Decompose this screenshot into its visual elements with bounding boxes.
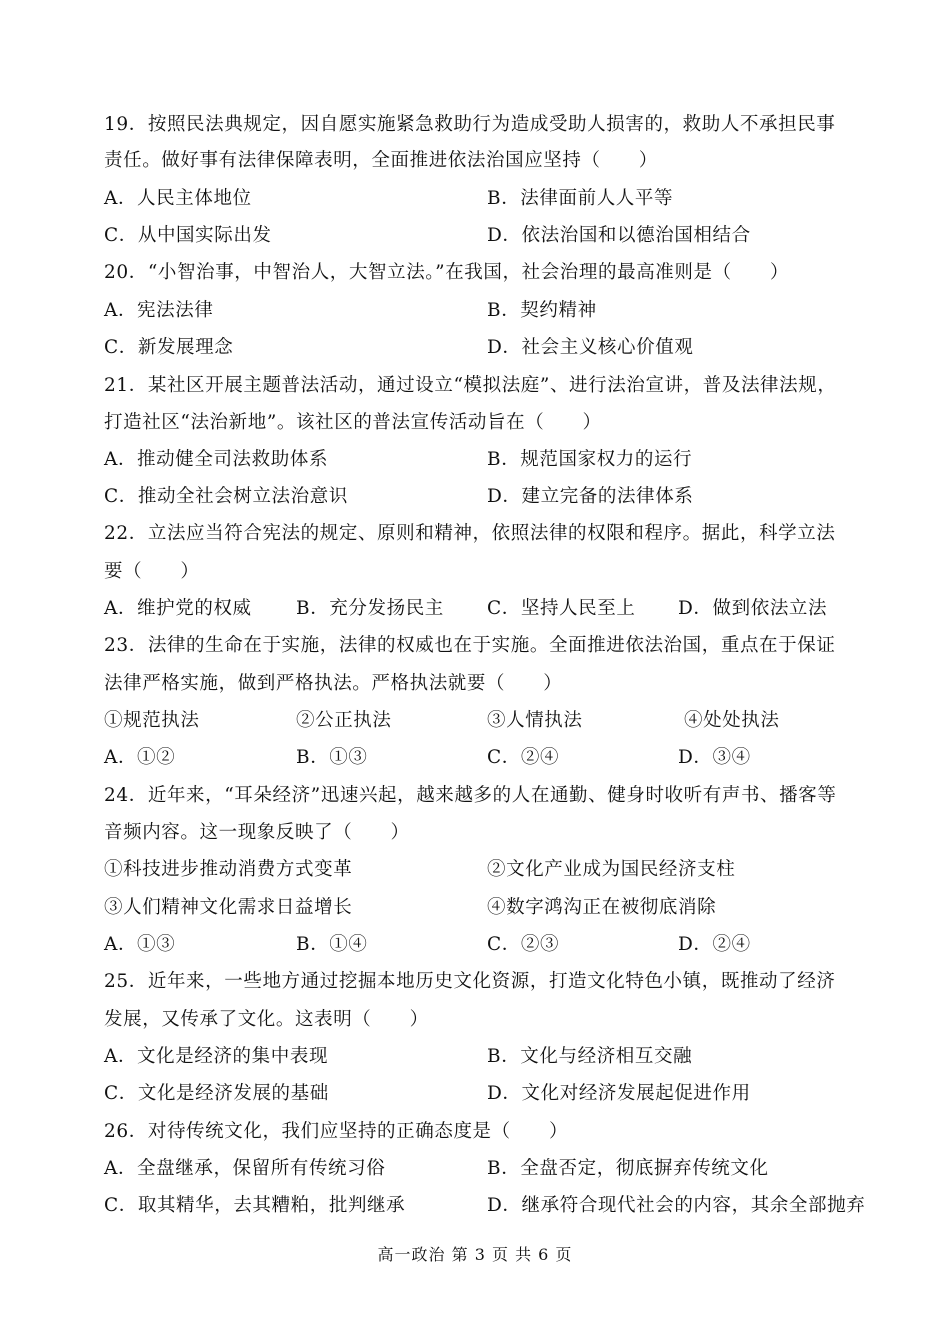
q23-option-a: A．①② xyxy=(104,747,176,768)
q22-option-b: B．充分发扬民主 xyxy=(296,598,444,619)
q25-option-c: C．文化是经济发展的基础 xyxy=(104,1083,329,1104)
q21-option-b: B．规范国家权力的运行 xyxy=(487,449,693,470)
q26-option-c: C．取其精华，去其糟粕，批判继承 xyxy=(104,1195,406,1216)
q26-option-b: B．全盘否定，彻底摒弃传统文化 xyxy=(487,1158,769,1179)
q21-option-a: A．推动健全司法救助体系 xyxy=(104,449,329,470)
q24-item-3: ③人们精神文化需求日益增长 xyxy=(104,897,353,918)
q21-option-d: D．建立完备的法律体系 xyxy=(487,486,694,507)
q24-item-2: ②文化产业成为国民经济支柱 xyxy=(487,859,736,880)
q19-stem-line2: 责任。做好事有法律保障表明，全面推进依法治国应坚持（ ） xyxy=(104,150,658,171)
q23-option-d: D．③④ xyxy=(678,747,751,768)
q24-item-1: ①科技进步推动消费方式变革 xyxy=(104,859,353,880)
q26-option-a: A．全盘继承，保留所有传统习俗 xyxy=(104,1158,386,1179)
q25-option-a: A．文化是经济的集中表现 xyxy=(104,1046,329,1067)
q19-option-a: A．人民主体地位 xyxy=(104,188,252,209)
q26-stem-line1: 26．对待传统文化，我们应坚持的正确态度是（ ） xyxy=(104,1121,569,1142)
q23-item-2: ②公正执法 xyxy=(296,710,392,731)
q25-option-d: D．文化对经济发展起促进作用 xyxy=(487,1083,751,1104)
q26-option-d: D．继承符合现代社会的内容，其余全部抛弃 xyxy=(487,1195,866,1216)
q20-stem-line1: 20．“小智治事，中智治人，大智立法。”在我国，社会治理的最高准则是（ ） xyxy=(104,262,790,283)
q20-option-a: A．宪法法律 xyxy=(104,300,214,321)
q24-option-c: C．②③ xyxy=(487,934,560,955)
page-footer: 高一政治 第 3 页 共 6 页 xyxy=(377,1245,573,1264)
q23-stem-line1: 23．法律的生命在于实施，法律的权威也在于实施。全面推进依法治国，重点在于保证 xyxy=(104,635,836,656)
q23-item-4: ④处处执法 xyxy=(684,710,780,731)
q20-option-b: B．契约精神 xyxy=(487,300,597,321)
q19-option-b: B．法律面前人人平等 xyxy=(487,188,674,209)
q23-item-1: ①规范执法 xyxy=(104,710,200,731)
q22-stem-line1: 22．立法应当符合宪法的规定、原则和精神，依照法律的权限和程序。据此，科学立法 xyxy=(104,523,836,544)
q21-stem-line2: 打造社区“法治新地”。该社区的普法宣传活动旨在（ ） xyxy=(104,412,602,433)
q25-stem-line2: 发展，又传承了文化。这表明（ ） xyxy=(104,1009,429,1030)
q24-option-d: D．②④ xyxy=(678,934,751,955)
q22-stem-line2: 要（ ） xyxy=(104,561,200,582)
q19-option-d: D．依法治国和以德治国相结合 xyxy=(487,225,751,246)
q22-option-a: A．维护党的权威 xyxy=(104,598,252,619)
q19-option-c: C．从中国实际出发 xyxy=(104,225,272,246)
q25-stem-line1: 25．近年来，一些地方通过挖掘本地历史文化资源，打造文化特色小镇，既推动了经济 xyxy=(104,971,836,992)
q20-option-c: C．新发展理念 xyxy=(104,337,234,358)
q19-stem-line1: 19．按照民法典规定，因自愿实施紧急救助行为造成受助人损害的，救助人不承担民事 xyxy=(104,114,836,135)
q23-stem-line2: 法律严格实施，做到严格执法。严格执法就要（ ） xyxy=(104,673,563,694)
q20-option-d: D．社会主义核心价值观 xyxy=(487,337,694,358)
q24-stem-line2: 音频内容。这一现象反映了（ ） xyxy=(104,822,410,843)
q22-option-d: D．做到依法立法 xyxy=(678,598,828,619)
q21-stem-line1: 21．某社区开展主题普法活动，通过设立“模拟法庭”、进行法治宣讲，普及法律法规， xyxy=(104,375,837,396)
q23-option-c: C．②④ xyxy=(487,747,560,768)
q24-option-a: A．①③ xyxy=(104,934,176,955)
q21-option-c: C．推动全社会树立法治意识 xyxy=(104,486,348,507)
q23-item-3: ③人情执法 xyxy=(487,710,583,731)
q23-option-b: B．①③ xyxy=(296,747,368,768)
q24-item-4: ④数字鸿沟正在被彻底消除 xyxy=(487,897,717,918)
q25-option-b: B．文化与经济相互交融 xyxy=(487,1046,693,1067)
q22-option-c: C．坚持人民至上 xyxy=(487,598,636,619)
q24-option-b: B．①④ xyxy=(296,934,368,955)
q24-stem-line1: 24．近年来，“耳朵经济”迅速兴起，越来越多的人在通勤、健身时收听有声书、播客等 xyxy=(104,785,837,806)
